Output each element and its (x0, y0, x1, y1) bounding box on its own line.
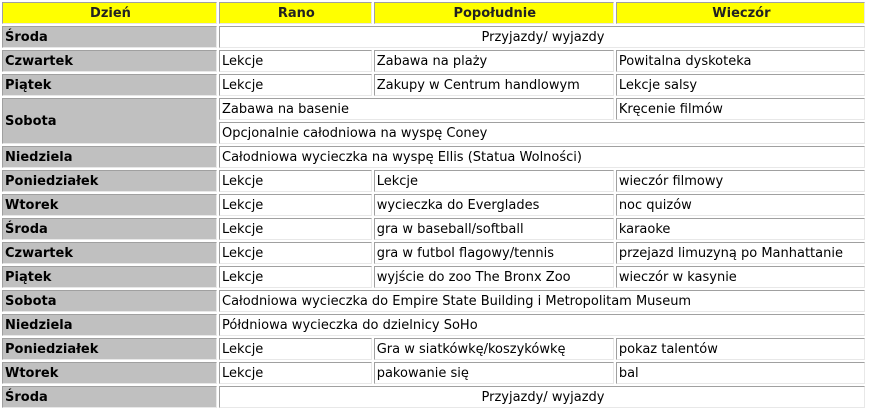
day-cell: Niedziela (2, 314, 217, 336)
morning-cell: Lekcje (219, 362, 372, 384)
table-row (2, 170, 865, 192)
day-cell: Wtorek (2, 362, 217, 384)
table-row (2, 266, 865, 288)
evening-cell: noc quizów (616, 194, 865, 216)
full-day-cell: Półdniowa wycieczka do dzielnicy SoHo (219, 314, 865, 336)
afternoon-cell: gra w baseball/softball (374, 218, 614, 240)
morning-cell: Lekcje (219, 74, 372, 96)
table-row (2, 74, 865, 96)
day-cell: Środa (2, 218, 217, 240)
afternoon-cell: wyjście do zoo The Bronx Zoo (374, 266, 614, 288)
afternoon-cell: gra w futbol flagowy/tennis (374, 242, 614, 264)
morning-cell: Lekcje (219, 218, 372, 240)
table-row (2, 218, 865, 240)
table-row (2, 98, 865, 120)
day-cell: Czwartek (2, 242, 217, 264)
header-morning: Rano (219, 2, 372, 24)
day-cell: Środa (2, 26, 217, 48)
table-row (2, 290, 865, 312)
table-row (2, 314, 865, 336)
afternoon-cell: Zakupy w Centrum handlowym (374, 74, 614, 96)
header-day: Dzień (2, 2, 217, 24)
morning-afternoon-cell: Zabawa na basenie (219, 98, 614, 120)
morning-cell: Lekcje (219, 50, 372, 72)
table-row (2, 26, 865, 48)
table-row (2, 386, 865, 408)
table-row (2, 146, 865, 168)
morning-cell: Lekcje (219, 338, 372, 360)
morning-cell: Lekcje (219, 170, 372, 192)
morning-cell: Lekcje (219, 194, 372, 216)
morning-cell: Lekcje (219, 242, 372, 264)
table-row (2, 194, 865, 216)
full-day-cell: Przyjazdy/ wyjazdy (219, 386, 865, 408)
day-cell: Poniedziałek (2, 338, 217, 360)
day-cell: Sobota (2, 290, 217, 312)
afternoon-cell: Gra w siatkówkę/koszykówkę (374, 338, 614, 360)
day-cell: Niedziela (2, 146, 217, 168)
evening-cell: wieczór filmowy (616, 170, 865, 192)
optional-activity-cell: Opcjonalnie całodniowa na wyspę Coney (219, 122, 865, 144)
day-cell: Piątek (2, 74, 217, 96)
table-row (2, 242, 865, 264)
evening-cell: karaoke (616, 218, 865, 240)
day-cell: Wtorek (2, 194, 217, 216)
full-day-cell: Przyjazdy/ wyjazdy (219, 26, 865, 48)
afternoon-cell: pakowanie się (374, 362, 614, 384)
evening-cell: wieczór w kasynie (616, 266, 865, 288)
header-afternoon: Popołudnie (374, 2, 614, 24)
day-cell: Środa (2, 386, 217, 408)
afternoon-cell: Zabawa na plaży (374, 50, 614, 72)
table-row (2, 50, 865, 72)
day-cell: Piątek (2, 266, 217, 288)
evening-cell: Powitalna dyskoteka (616, 50, 865, 72)
afternoon-cell: Lekcje (374, 170, 614, 192)
table-row (2, 338, 865, 360)
evening-cell: bal (616, 362, 865, 384)
morning-cell: Lekcje (219, 266, 372, 288)
evening-cell: przejazd limuzyną po Manhattanie (616, 242, 865, 264)
table-row (2, 362, 865, 384)
full-day-cell: Całodniowa wycieczka do Empire State Building i Metropolitam Museum (219, 290, 865, 312)
day-cell: Poniedziałek (2, 170, 217, 192)
evening-cell: Kręcenie filmów (616, 98, 865, 120)
evening-cell: Lekcje salsy (616, 74, 865, 96)
day-cell: Sobota (2, 98, 217, 144)
full-day-cell: Całodniowa wycieczka na wyspę Ellis (Statua Wolności) (219, 146, 865, 168)
afternoon-cell: wycieczka do Everglades (374, 194, 614, 216)
day-cell: Czwartek (2, 50, 217, 72)
header-row (2, 2, 865, 24)
header-evening: Wieczór (616, 2, 865, 24)
evening-cell: pokaz talentów (616, 338, 865, 360)
